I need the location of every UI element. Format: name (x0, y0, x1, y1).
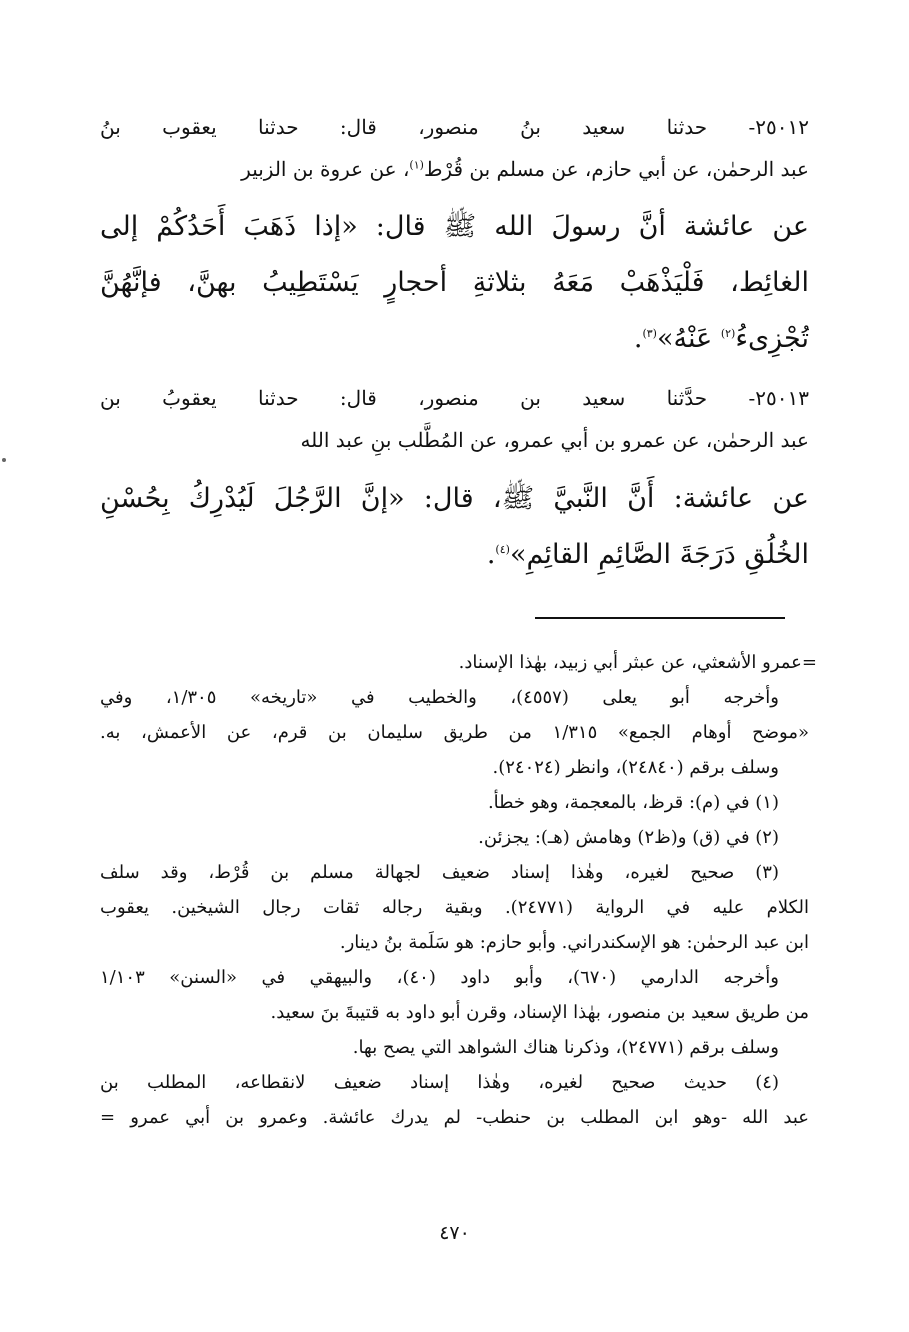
footnote-line: «موضح أوهام الجمع» ١/٣١٥ من طريق سليمان بن قرم، عن الأعمش، به. (100, 722, 809, 743)
footnote-line: (٢) في (ق) و(ظ٢) وهامش (هـ): يجزئن. (478, 827, 779, 848)
isnad-text: ، عن عروة بن الزبير (241, 157, 410, 181)
isnad-line (100, 148, 809, 190)
footnote-ref: (٤) (495, 543, 510, 556)
footnote-line: عبد الله -وهو ابن المطلب بن حنطب- لم يدرك عائشة. وعمرو بن أبي عمرو = (100, 1107, 809, 1128)
hadith-25012-isnad (100, 106, 809, 190)
footnote-separator (535, 617, 785, 619)
scan-mark (2, 458, 6, 462)
footnotes (100, 645, 817, 1135)
footnote-line: (٤) حديث صحيح لغيره، وهٰذا إسناد ضعيف لانقطاعه، المطلب بن (100, 1072, 779, 1093)
footnote-line: وأخرجه أبو يعلى (٤٥٥٧)، والخطيب في «تاريخه» ١/٣٠٥، وفي (100, 687, 779, 708)
footnote-ref: (١) (409, 158, 424, 172)
isnad-line: ٢٥٠١٣- حدَّثنا سعيد بن منصور، قال: حدثنا يعقوبُ بن (100, 386, 809, 410)
isnad-text: عبد الرحمٰن، عن أبي حازم، عن مسلم بن قُرْط (423, 157, 809, 181)
footnote-ref: (٢) (720, 327, 736, 340)
isnad-line: ٢٥٠١٢- حدثنا سعيد بنُ منصور، قال: حدثنا يعقوب بنُ (100, 115, 809, 139)
matn-line (100, 311, 809, 367)
matn-text: تُجْزِىءُ (735, 323, 809, 354)
matn-line (100, 527, 809, 583)
footnote-line: وأخرجه الدارمي (٦٧٠)، وأبو داود (٤٠)، والبيهقي في «السنن» ١/١٠٣ (100, 967, 779, 988)
matn-text: الخُلُقِ دَرَجَةَ الصَّائِمِ القائِمِ» (509, 539, 809, 570)
matn-text: عَنْهُ» (656, 323, 721, 354)
footnote-line: =عمرو الأشعثي، عن عبثر أبي زبيد، بهٰذا الإسناد. (458, 652, 817, 673)
footnote-line: وسلف برقم (٢٤٧٧١)، وذكرنا هناك الشواهد التي يصح بها. (352, 1037, 779, 1058)
footnote-line: ابن عبد الرحمٰن: هو الإسكندراني. وأبو حازم: هو سَلَمة بنُ دينار. (339, 932, 809, 953)
footnote-line: من طريق سعيد بن منصور، بهٰذا الإسناد، وقرن أبو داود به قتيبةَ بنَ سعيد. (270, 1002, 809, 1023)
matn-line: الغائِط، فَلْيَذْهَبْ مَعَهُ بثلاثةِ أحجارٍ يَسْتَطِيبُ بهنَّ، فإنَّهُنَّ (100, 267, 809, 298)
footnote-line: (٣) صحيح لغيره، وهٰذا إسناد ضعيف لجهالة مسلم بن قُرْط، وقد سلف (100, 862, 779, 883)
hadith-25013-isnad (100, 377, 809, 461)
footnote-line: (١) في (م): قرظ، بالمعجمة، وهو خطأ. (487, 792, 779, 813)
matn-line: عن عائشة: أَنَّ النَّبيَّ ﷺ، قال: «إنَّ الرَّجُلَ لَيُدْرِكُ بِحُسْنِ (100, 483, 809, 514)
matn-text: . (486, 539, 496, 570)
footnote-line: الكلام عليه في الرواية (٢٤٧٧١). وبقية رجاله ثقات رجال الشيخين. يعقوب (100, 897, 809, 918)
matn-line: عن عائشة أنَّ رسولَ الله ﷺ قال: «إذا ذَهَبَ أَحَدُكُمْ إلى (100, 211, 809, 242)
page-number: ٤٧٠ (439, 1222, 470, 1244)
matn-text: . (633, 323, 643, 354)
footnote-line: وسلف برقم (٢٤٨٤٠)، وانظر (٢٤٠٢٤). (492, 757, 779, 778)
footnote-ref: (٣) (642, 327, 657, 340)
isnad-line: عبد الرحمٰن، عن عمرو بن أبي عمرو، عن المُطَّلب بنِ عبد الله (300, 428, 809, 452)
hadith-25012-matn (100, 199, 809, 367)
hadith-25013-matn (100, 471, 809, 583)
